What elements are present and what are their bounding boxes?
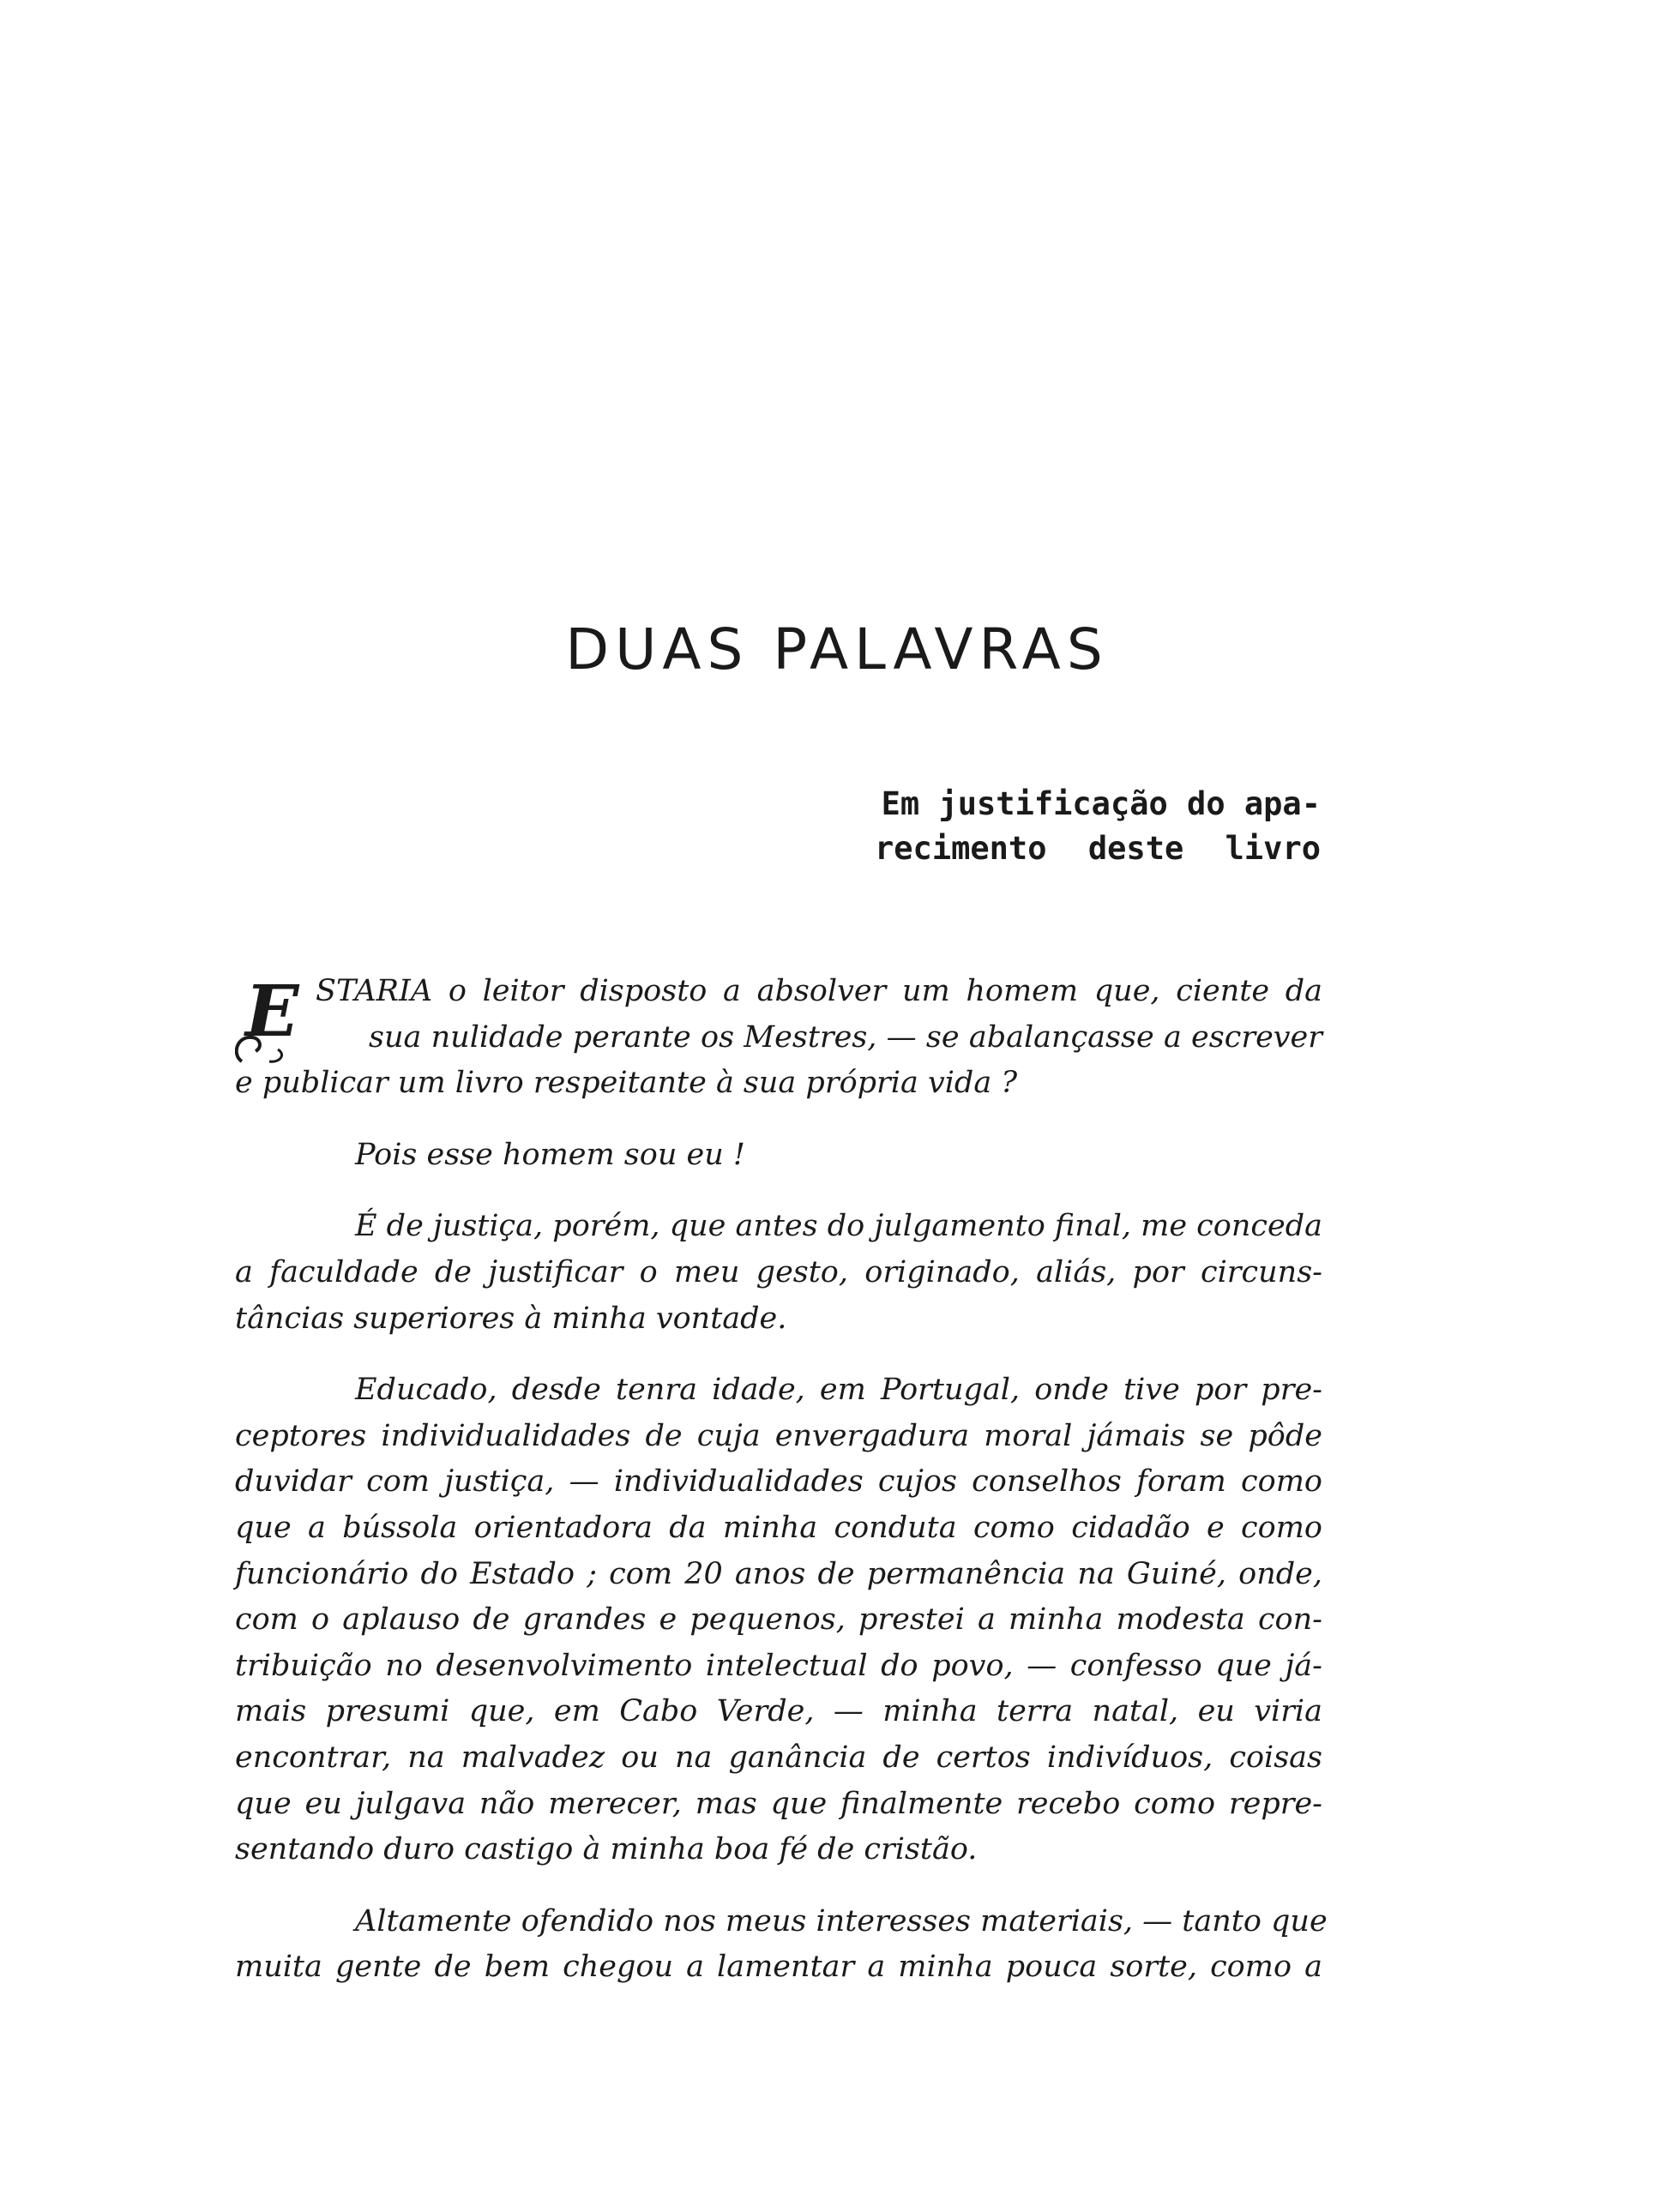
- paragraph-3-line-3: tâncias superiores à minha vontade.: [235, 1301, 787, 1336]
- chapter-title: DUAS PALAVRAS: [565, 616, 1109, 682]
- paragraph-5-line-1: Altamente ofendido nos meus interesses materiais, — tanto que: [355, 1903, 1328, 1939]
- paragraph-4-line-1: Educado, desde tenra idade, em Portugal, onde tive por pre-: [355, 1373, 1322, 1408]
- paragraph-2-line-1: Pois esse homem sou eu !: [355, 1137, 745, 1172]
- paragraph-4: [235, 1367, 1322, 1873]
- subtitle-line-2: recimento deste livro: [875, 830, 1321, 867]
- paragraph-4-line-5: funcionário do Estado ; com 20 anos de permanência na Guiné, onde,: [235, 1556, 1322, 1591]
- paragraph-3-line-2: a faculdade de justificar o meu gesto, originado, aliás, por circuns-: [235, 1254, 1322, 1289]
- paragraph-1: [235, 969, 1322, 1107]
- paragraph-4-line-8: mais presumi que, em Cabo Verde, — minha terra natal, eu viria: [235, 1694, 1322, 1729]
- paragraph-5: [235, 1899, 1328, 1991]
- body-text: [235, 969, 1328, 1991]
- chapter-subtitle: [875, 782, 1321, 871]
- paragraph-1-line-2: sua nulidade perante os Mestres, — se abalançasse a escrever: [369, 1019, 1322, 1055]
- paragraph-4-line-11: sentando duro castigo à minha boa fé de cristão.: [235, 1832, 978, 1867]
- paragraph-5-line-2: muita gente de bem chegou a lamentar a minha pouca sorte, como a: [235, 1950, 1322, 1985]
- paragraph-3: [235, 1204, 1322, 1342]
- drop-cap: [235, 972, 300, 1067]
- paragraph-1-line-3: e publicar um livro respeitante à sua própria vida ?: [235, 1066, 1018, 1101]
- drop-cap-letter: E: [245, 972, 299, 1053]
- paragraph-3-line-1: É de justiça, porém, que antes do julgamento final, me conceda: [355, 1209, 1322, 1244]
- subtitle-line-1: Em justificação do apa-: [881, 785, 1321, 822]
- paragraph-4-line-2: ceptores individualidades de cuja envergadura moral jámais se pôde: [235, 1418, 1322, 1453]
- paragraph-4-line-4: que a bússola orientadora da minha conduta como cidadão e como: [235, 1510, 1322, 1545]
- paragraph-4-line-6: com o aplauso de grandes e pequenos, prestei a minha modesta con-: [235, 1602, 1322, 1638]
- paragraph-1-line-1: STARIA o leitor disposto a absolver um homem que, ciente da: [316, 974, 1322, 1008]
- drop-cap-ornament: [235, 972, 300, 1067]
- paragraph-4-line-10: que eu julgava não merecer, mas que finalmente recebo como repre-: [235, 1786, 1322, 1821]
- paragraph-4-line-3: duvidar com justiça, — individualidades cujos conselhos foram como: [235, 1464, 1322, 1500]
- paragraph-4-line-9: encontrar, na malvadez ou na ganância de certos indivíduos, coisas: [235, 1740, 1322, 1775]
- paragraph-4-line-7: tribuição no desenvolvimento intelectual do povo, — confesso que já-: [235, 1648, 1322, 1683]
- paragraph-2: [235, 1133, 1322, 1179]
